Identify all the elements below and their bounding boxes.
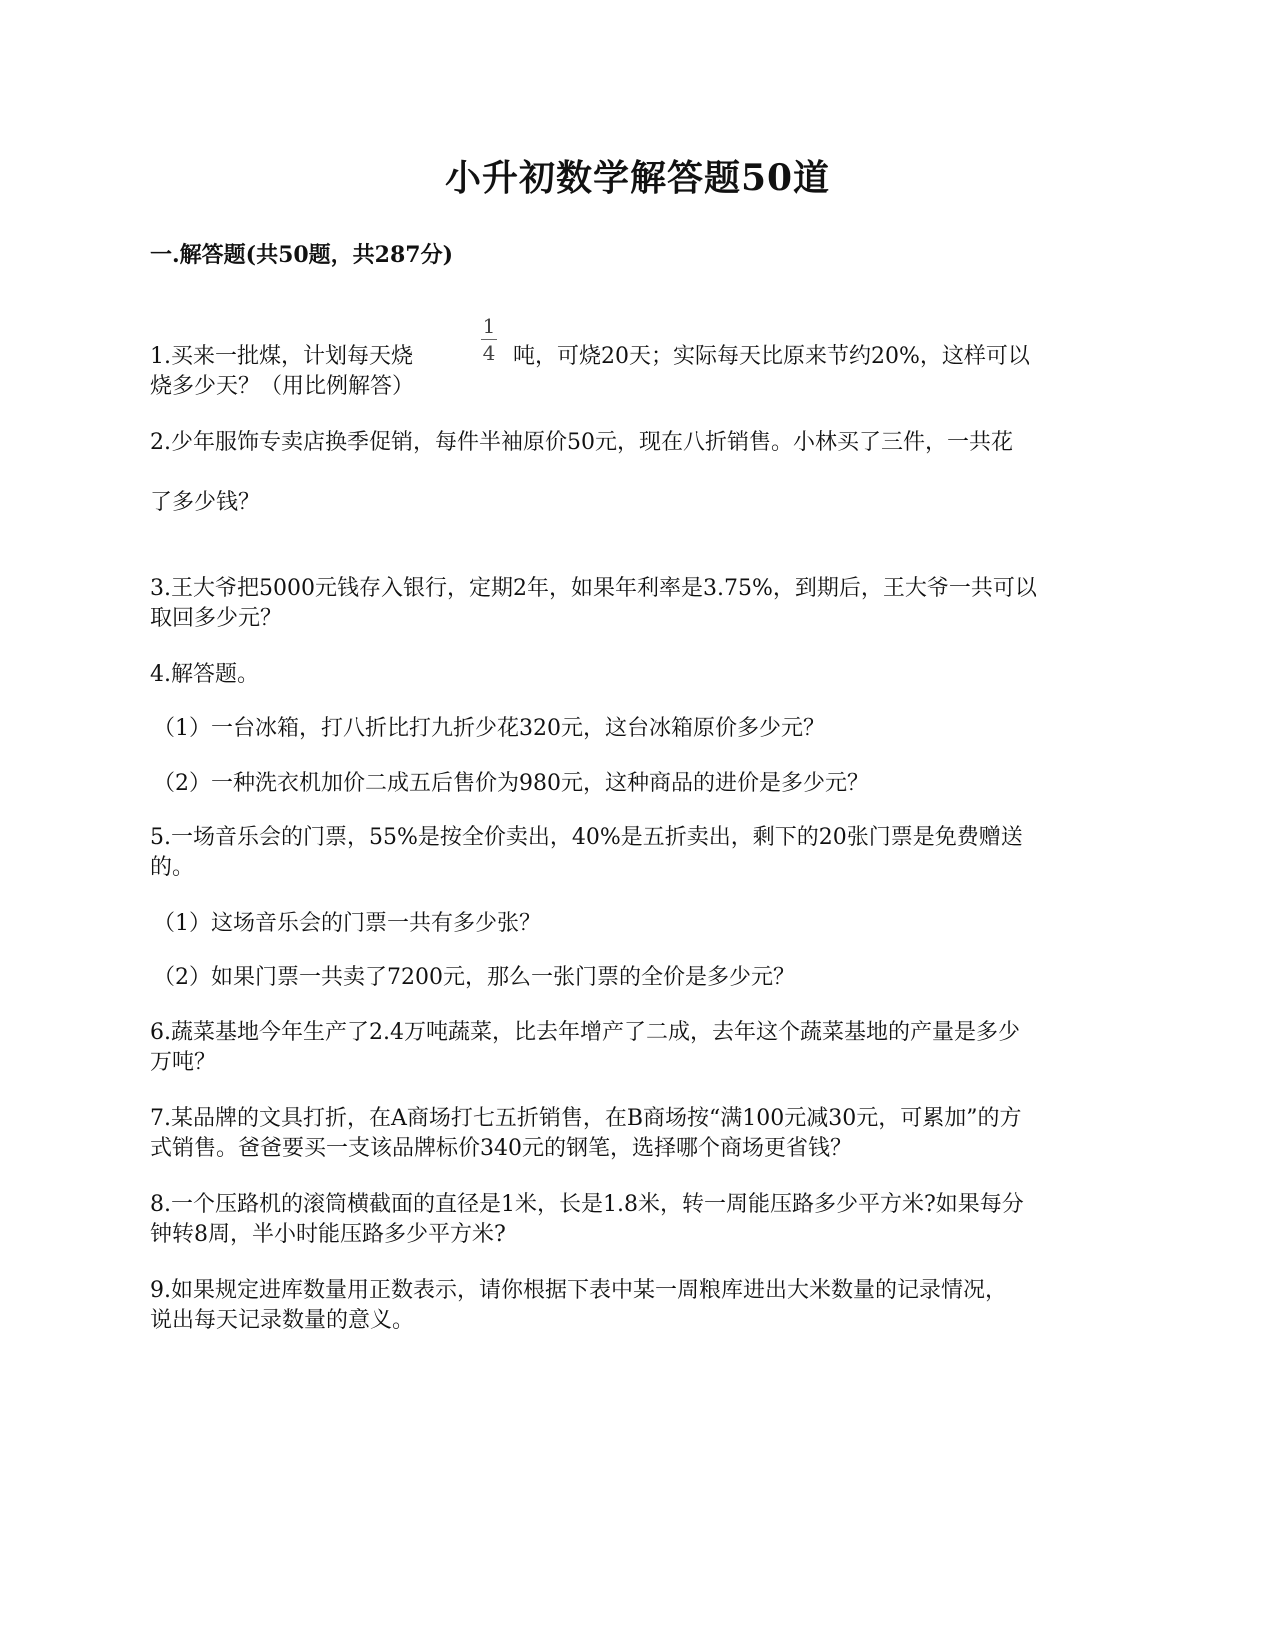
- question-6-line-1: 6.蔬菜基地今年生产了2.4万吨蔬菜，比去年增产了二成，去年这个蔬菜基地的产量是多少: [150, 1020, 1020, 1045]
- question-2-line-1: 2.少年服饰专卖店换季促销，每件半袖原价50元，现在八折销售。小林买了三件，一共花: [150, 430, 1013, 455]
- question-7-line-1: 7.某品牌的文具打折，在A商场打七五折销售，在B商场按“满100元减30元，可累加”的方: [150, 1106, 1022, 1131]
- question-5-sub-2: （2）如果门票一共卖了7200元，那么一张门票的全价是多少元？: [153, 965, 795, 990]
- question-2-line-2: 了多少钱？: [150, 490, 261, 515]
- fraction-denominator: 4: [482, 341, 496, 365]
- question-8-line-1: 8.一个压路机的滚筒横截面的直径是1米，长是1.8米，转一周能压路多少平方米?如果每分: [150, 1192, 1024, 1217]
- question-1-line-1: [150, 342, 1030, 372]
- question-4-sub-1: （1）一台冰箱，打八折比打九折少花320元，这台冰箱原价多少元？: [153, 716, 825, 741]
- question-4-sub-2: （2）一种洗衣机加价二成五后售价为980元，这种商品的进价是多少元？: [153, 771, 869, 796]
- question-9-line-2: 说出每天记录数量的意义。: [150, 1308, 415, 1333]
- question-7-line-2: 式销售。爸爸要买一支该品牌标价340元的钢笔，选择哪个商场更省钱？: [150, 1136, 852, 1161]
- question-5-line-1: 5.一场音乐会的门票，55%是按全价卖出，40%是五折卖出，剩下的20张门票是免费赠送: [150, 825, 1023, 850]
- question-5-line-2: 的。: [150, 855, 195, 880]
- fraction-numerator: 1: [482, 314, 496, 338]
- question-9-line-1: 9.如果规定进库数量用正数表示，请你根据下表中某一周粮库进出大米数量的记录情况，: [150, 1278, 1007, 1303]
- question-1-line-2: 烧多少天？（用比例解答）: [150, 374, 415, 399]
- question-3-line-1: 3.王大爷把5000元钱存入银行，定期2年，如果年利率是3.75%，到期后，王大爷一共可以: [150, 576, 1037, 601]
- section-heading: 一.解答题(共50题，共287分): [150, 242, 454, 268]
- question-1-text-before: 1.买来一批煤，计划每天烧: [150, 344, 413, 369]
- question-3-line-2: 取回多少元？: [150, 606, 283, 631]
- question-4-line-1: 4.解答题。: [150, 662, 259, 687]
- page-title: 小升初数学解答题50道: [444, 157, 831, 199]
- question-8-line-2: 钟转8周，半小时能压路多少平方米?: [150, 1222, 506, 1247]
- question-1-text-after: 吨，可烧20天；实际每天比原来节约20%，这样可以: [513, 344, 1030, 369]
- question-6-line-2: 万吨？: [150, 1050, 217, 1075]
- fraction-bar: [481, 339, 497, 340]
- question-5-sub-1: （1）这场音乐会的门票一共有多少张？: [153, 911, 541, 936]
